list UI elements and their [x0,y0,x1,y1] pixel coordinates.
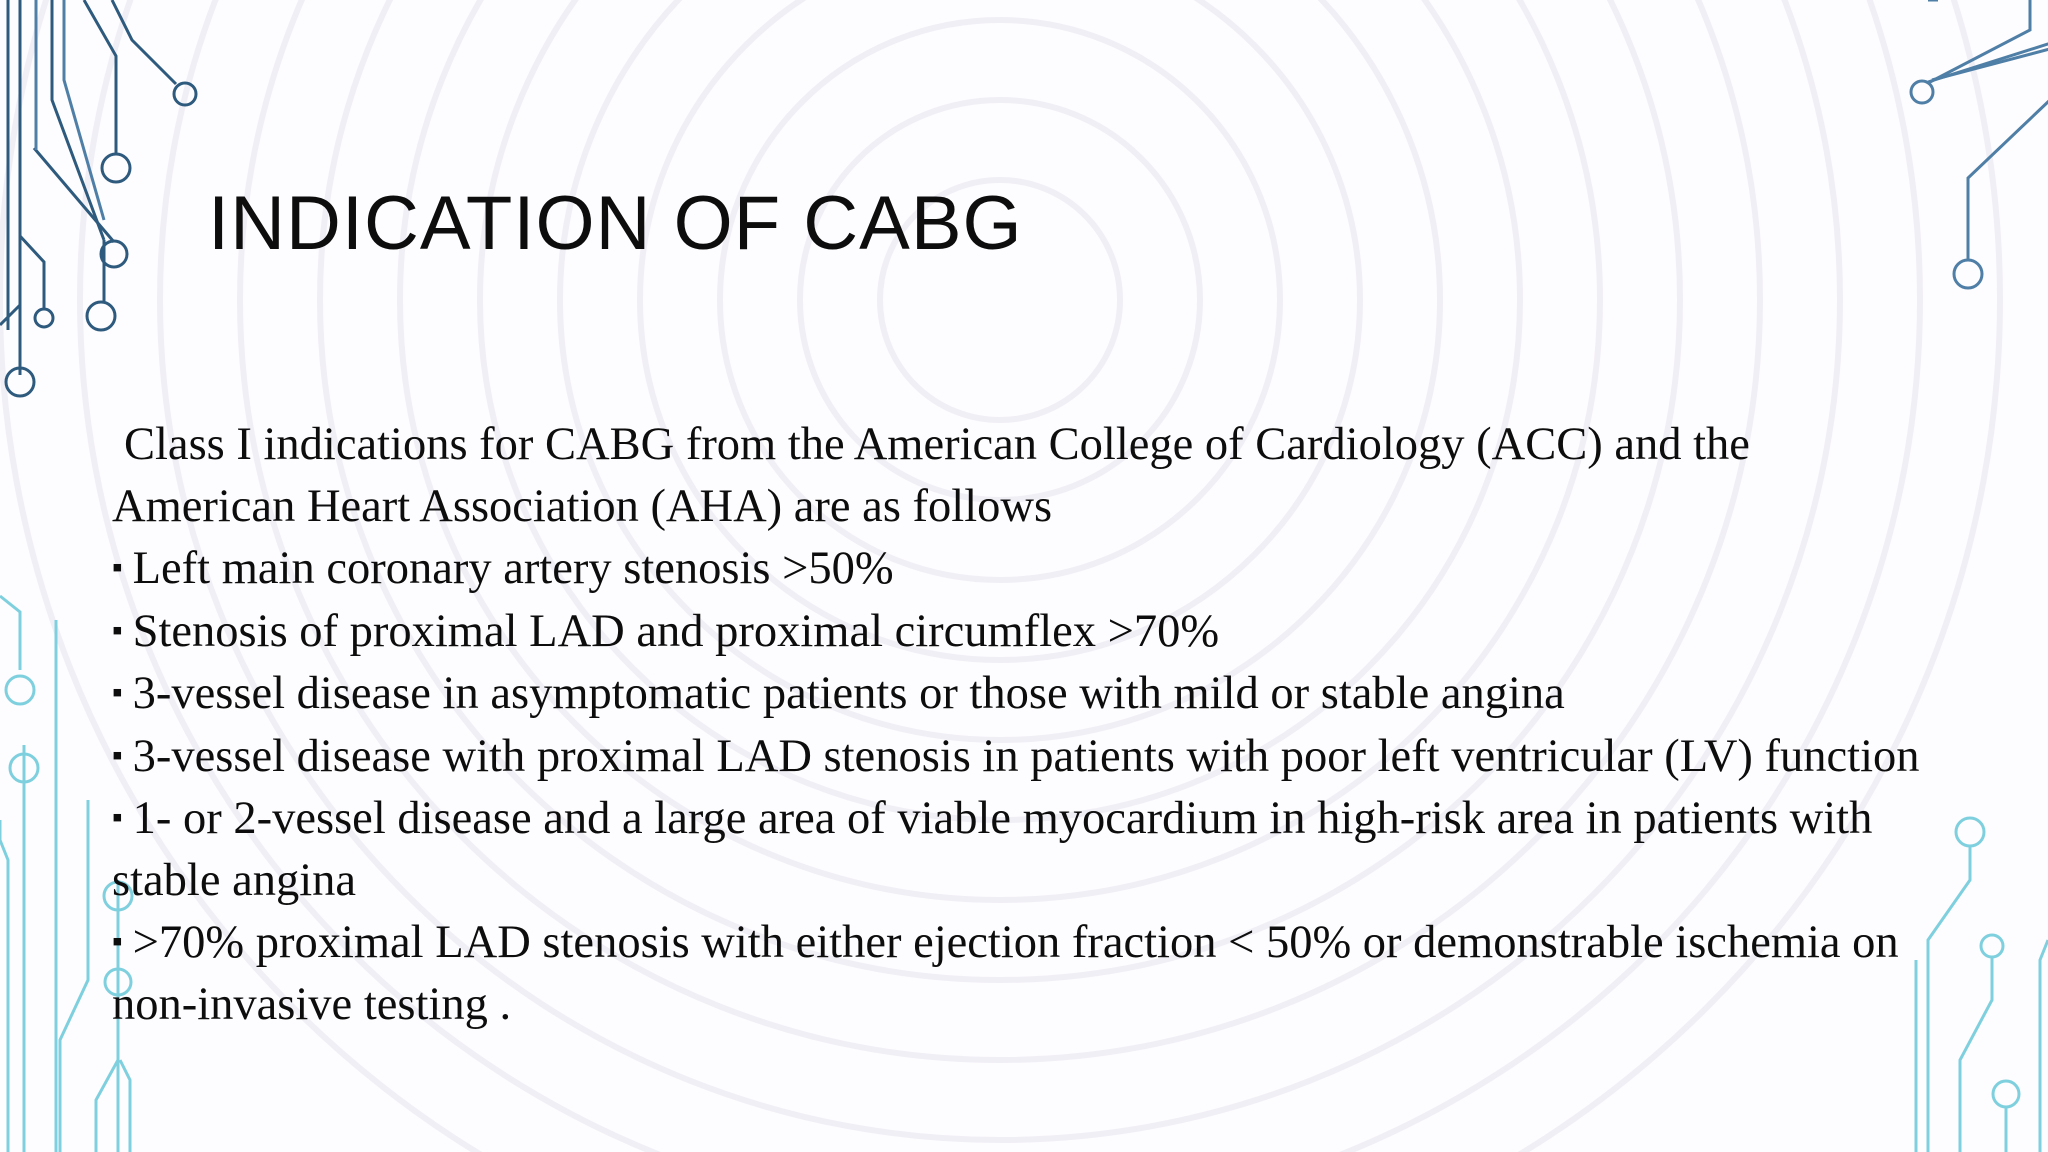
intro-paragraph: Class I indications for CABG from the American College of Cardiology (ACC) and the American Heart Association (AHA) are as follows [112,419,1750,532]
bullet-item [112,537,1932,600]
bullet-item [112,600,1932,663]
bullet-item [112,725,1932,788]
bullet-text: Left main coronary artery stenosis >50% [132,543,894,594]
bullet-text: 1- or 2-vessel disease and a large area of viable myocardium in high-risk area in patients with stable angina [112,793,1873,906]
bullet-item [112,787,1932,911]
bullet-item [112,662,1932,725]
bullet-marker: ▪ [112,676,123,709]
bullet-marker: ▪ [112,551,123,584]
bullet-marker: ▪ [112,738,123,772]
bullet-text: 3-vessel disease in asymptomatic patients or those with mild or stable angina [132,668,1565,719]
slide-body [112,414,1932,1035]
bullet-marker: ▪ [112,613,123,647]
slide-title: INDICATION OF CABG [208,181,1023,266]
bullet-marker: ▪ [112,925,123,958]
circuit-top-left [0,0,196,396]
circuit-bottom-right [1916,818,2048,1152]
bullet-item [112,911,1932,1035]
bullet-text: >70% proximal LAD stenosis with either ejection fraction < 50% or demonstrable ischemia on non-invasive testing . [112,917,1899,1030]
circuit-top-right [1911,0,2048,288]
bullet-text: 3-vessel disease with proximal LAD stenosis in patients with poor left ventricular (LV) function [132,730,1920,782]
bullet-text: Stenosis of proximal LAD and proximal circumflex >70% [132,605,1220,657]
bullet-marker: ▪ [112,801,123,834]
